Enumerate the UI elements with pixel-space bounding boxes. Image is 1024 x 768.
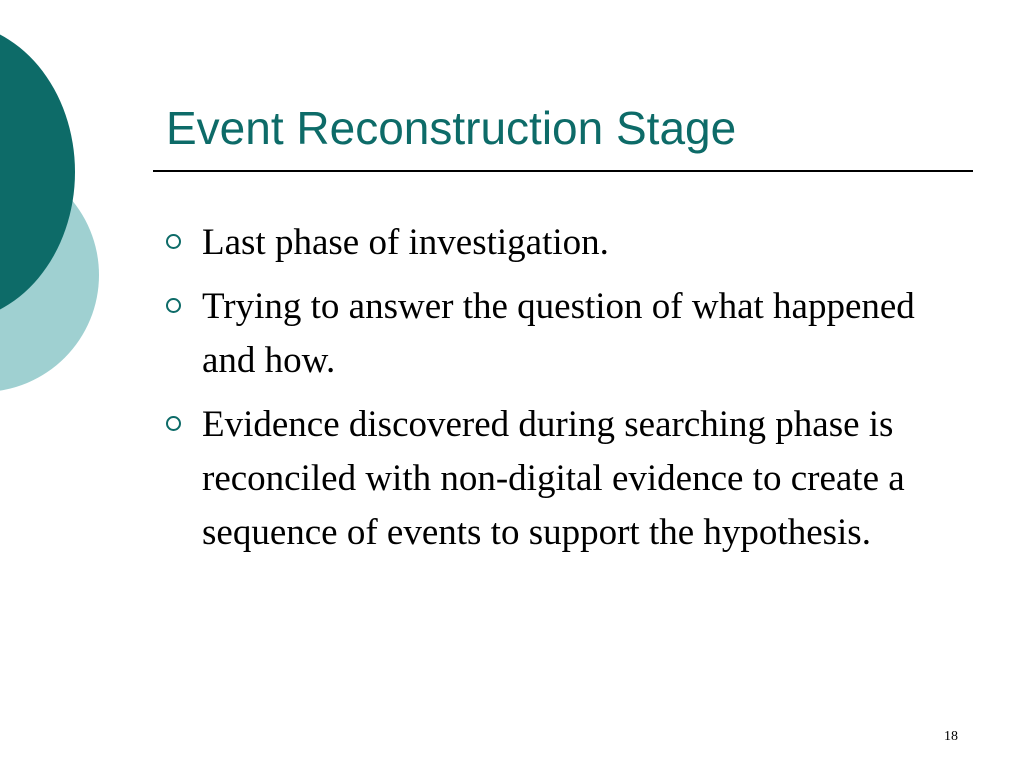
bullet-text: Trying to answer the question of what happened and how.: [202, 286, 915, 381]
page-number: 18: [944, 729, 958, 744]
title-divider: [153, 170, 973, 172]
bullet-item: [164, 280, 934, 388]
bullet-circle-icon: [166, 234, 181, 249]
bullet-text: Evidence discovered during searching phase is reconciled with non-digital evidence to create a sequence of events to support the hypothesis.: [202, 404, 905, 553]
bullet-circle-icon: [166, 298, 181, 313]
bullet-list: [164, 216, 934, 570]
bullet-item: [164, 398, 934, 560]
bullet-item: [164, 216, 934, 270]
bullet-circle-icon: [166, 416, 181, 431]
slide-title: Event Reconstruction Stage: [166, 102, 737, 154]
bullet-text: Last phase of investigation.: [202, 222, 609, 263]
